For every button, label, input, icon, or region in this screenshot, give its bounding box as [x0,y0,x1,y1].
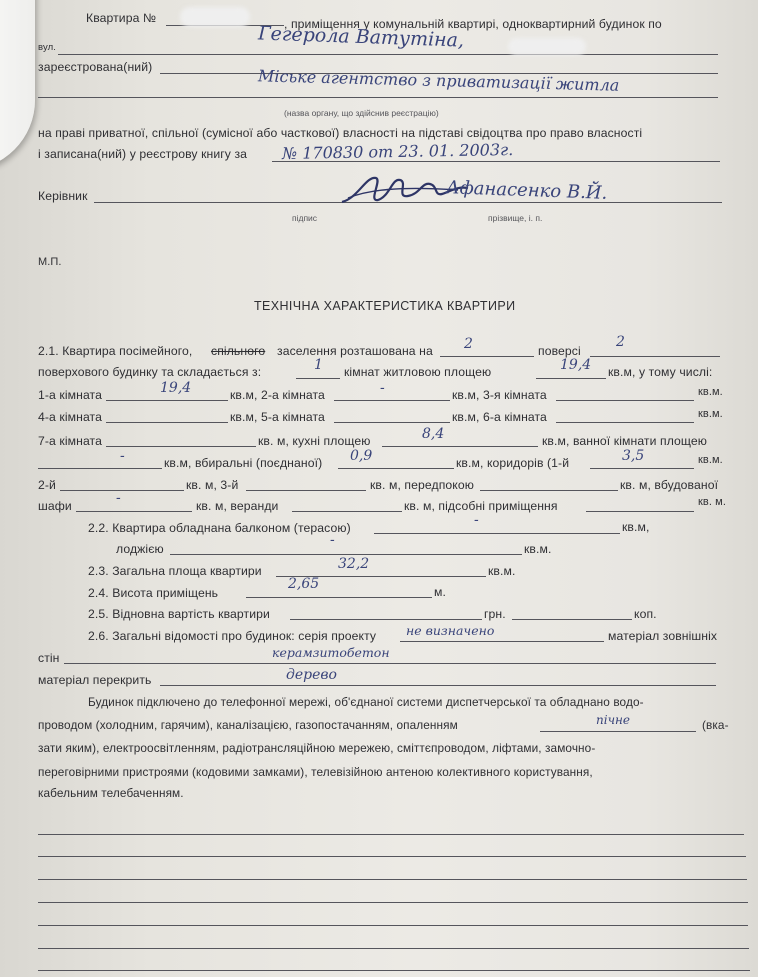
s26-material-label: матеріал зовнішніх [608,629,718,643]
wc-line [338,468,454,469]
corr-line [590,468,694,469]
room3-label: кв.м, 3-я кімната [452,388,547,402]
bath-line [38,468,162,469]
s21-text-b: заселення розташована на [277,344,433,358]
street-line [58,54,718,55]
blank-line [38,970,750,971]
s21-text-e: кімнат житловою площею [344,365,492,379]
hw-room1: 19,4 [160,380,192,396]
redacted-house-number [508,38,586,55]
hw-living: 19,4 [560,357,592,373]
room1-line [106,400,228,401]
para-line-2: проводом (холодним, гарячим), каналізацією, газопостачанням, опаленням [38,718,458,732]
stamp-label: М.П. [38,256,62,268]
premises-text: , приміщення у комунальній квартирі, одноквартирний будинок по [284,17,662,31]
loggia-label: лоджією [116,542,164,556]
s26-floors-line [160,685,716,686]
para-line-5: кабельним телебаченням. [38,786,184,800]
hw-wc: 0,9 [350,448,373,464]
s21-rooms-line [296,378,340,379]
s25-line-2 [512,619,632,620]
s21-living-line [536,378,606,379]
s21-floor-line [440,356,534,357]
hw-registry: № 170830 от 23. 01. 2003г. [281,139,514,164]
r2-line [60,490,184,491]
corr-label: кв.м, коридорів (1-й [456,456,570,470]
s22-unit: кв.м, [622,520,650,534]
s21-strike: спільного [211,344,266,358]
s21-floors-line [590,356,720,357]
room6-line [556,422,694,423]
s24-line [246,597,432,598]
name-caption: прізвище, і. п. [488,213,543,223]
ownership-text: на праві приватної, спільної (сумісної або часткової) власності на підставі свідоцтва про право власності [38,126,643,140]
s26-floors-label: матеріал перекрить [38,673,152,687]
aux-label: кв. м, підсобні приміщення [404,499,558,513]
wc-label: кв.м, вбиральні (поєднаної) [164,456,323,470]
hw-floors-material: дерево [286,667,337,683]
room3-unit: кв.м. [698,386,723,398]
blank-line [38,834,744,835]
room6-unit: кв.м. [698,408,723,420]
blank-line [38,856,746,857]
s26-walls-line [64,663,716,664]
s24-unit: м. [434,585,446,599]
loggia-unit: кв.м. [524,542,552,556]
s26-walls-label: стін [38,651,60,665]
s24-label: 2.4. Висота приміщень [88,586,219,600]
heating-line [540,731,696,732]
room3-line [556,400,694,401]
aux-line [586,511,694,512]
room4-label: 4-а кімната [38,410,102,424]
hw-kitchen: 8,4 [422,426,445,442]
room5-line [334,422,450,423]
s26-series-line [400,641,604,642]
s21-text-f: кв.м, у тому числі: [608,365,713,379]
s21-text-d: поверхового будинку та складається з: [38,365,262,379]
blank-line [38,948,749,949]
blank-line [38,925,748,926]
registry-text: і записана(ний) у реєстрову книгу за [38,147,248,161]
room2-line [334,400,450,401]
hw-authority: Міське агентство з приватизації житла [257,66,620,95]
s25-unit-1: грн. [484,607,506,621]
s25-label: 2.5. Відновна вартість квартири [88,607,270,621]
signature-caption: підпис [292,213,318,223]
hw-street: Гегерола Ватутіна, [257,22,465,52]
head-label: Керівник [38,189,88,203]
s23-label: 2.3. Загальна площа квартири [88,564,262,578]
loggia-line [170,554,522,555]
hw-walls: керамзитобетон [272,645,390,660]
wardrobe-line [76,511,192,512]
hw-series: не визначено [406,623,495,638]
hw-balcony: - [474,512,479,528]
s26-label: 2.6. Загальні відомості про будинок: серія проекту [88,629,377,643]
authority-caption: (назва органу, що здійснив реєстрацію) [284,108,439,118]
hw-floor: 2 [464,336,473,352]
redacted-apt-number [180,7,250,27]
hw-room2: - [380,380,385,396]
room7-line [106,446,256,447]
bath-label: кв.м, ванної кімнати площею [542,434,708,448]
kitchen-label: кв. м, кухні площею [258,434,371,448]
street-label: вул. [38,42,56,53]
room7-label: 7-а кімната [38,434,102,448]
hw-height: 2,65 [288,576,320,592]
blank-line [38,902,748,903]
para-line-1: Будинок підключено до телефонної мережі, об'єднаної системи диспетчерської та обладнано водо- [88,695,644,709]
hall-line [480,490,618,491]
s25-line-1 [290,619,482,620]
para-line-3: зати яким), електроосвітленням, радіотрансляційною мережею, сміттєпроводом, ліфтами, замочно- [38,741,596,755]
hall-label: кв. м, передпокою [370,478,474,492]
veranda-line [292,511,402,512]
room6-label: кв.м, 6-а кімната [452,410,547,424]
page-title: ТЕХНІЧНА ХАРАКТЕРИСТИКА КВАРТИРИ [254,299,516,313]
hw-wardrobe: - [116,490,121,506]
room2-label: кв.м, 2-а кімната [230,388,325,402]
hw-heating: пічне [596,713,631,727]
r3-label: кв. м, 3-й [186,478,239,492]
authority-line [38,97,718,98]
room5-label: кв.м, 5-а кімната [230,410,325,424]
room1-label: 1-а кімната [38,388,102,402]
wardrobe-label: шафи [38,499,72,513]
hw-total-area: 32,2 [338,556,370,572]
registered-label: зареєстрована(ний) [38,60,153,74]
para-line-4: переговірними пристроями (кодовими замками), телевізійною антеною колективного користування, [38,765,593,779]
hw-rooms: 1 [314,357,323,373]
s21-text-c: поверсі [538,344,581,358]
r2-label: 2-й [38,478,56,492]
built-label: кв. м, вбудованої [620,478,719,492]
blank-line [38,879,747,880]
s25-unit-2: коп. [634,607,657,621]
s22-label: 2.2. Квартира обладнана балконом (терасою) [88,521,351,535]
hw-bath: - [120,448,125,464]
apt-number-label: Квартира № [86,11,157,25]
hw-head-name: Афанасенко В.Й. [445,177,608,204]
room4-line [106,422,228,423]
veranda-label: кв. м, веранди [196,499,279,513]
hw-loggia: - [330,532,335,548]
s22-line [374,533,620,534]
page-curl [0,0,35,170]
s21-text-a: 2.1. Квартира посімейного, [38,344,193,358]
corr-unit: кв.м. [698,454,723,466]
aux-unit: кв. м. [698,496,726,508]
s23-unit: кв.м. [488,564,516,578]
r3-line [246,490,366,491]
para-line-2b: (вка- [702,718,729,732]
hw-floors: 2 [616,334,625,350]
hw-corr: 3,5 [622,448,645,464]
kitchen-line [382,446,538,447]
